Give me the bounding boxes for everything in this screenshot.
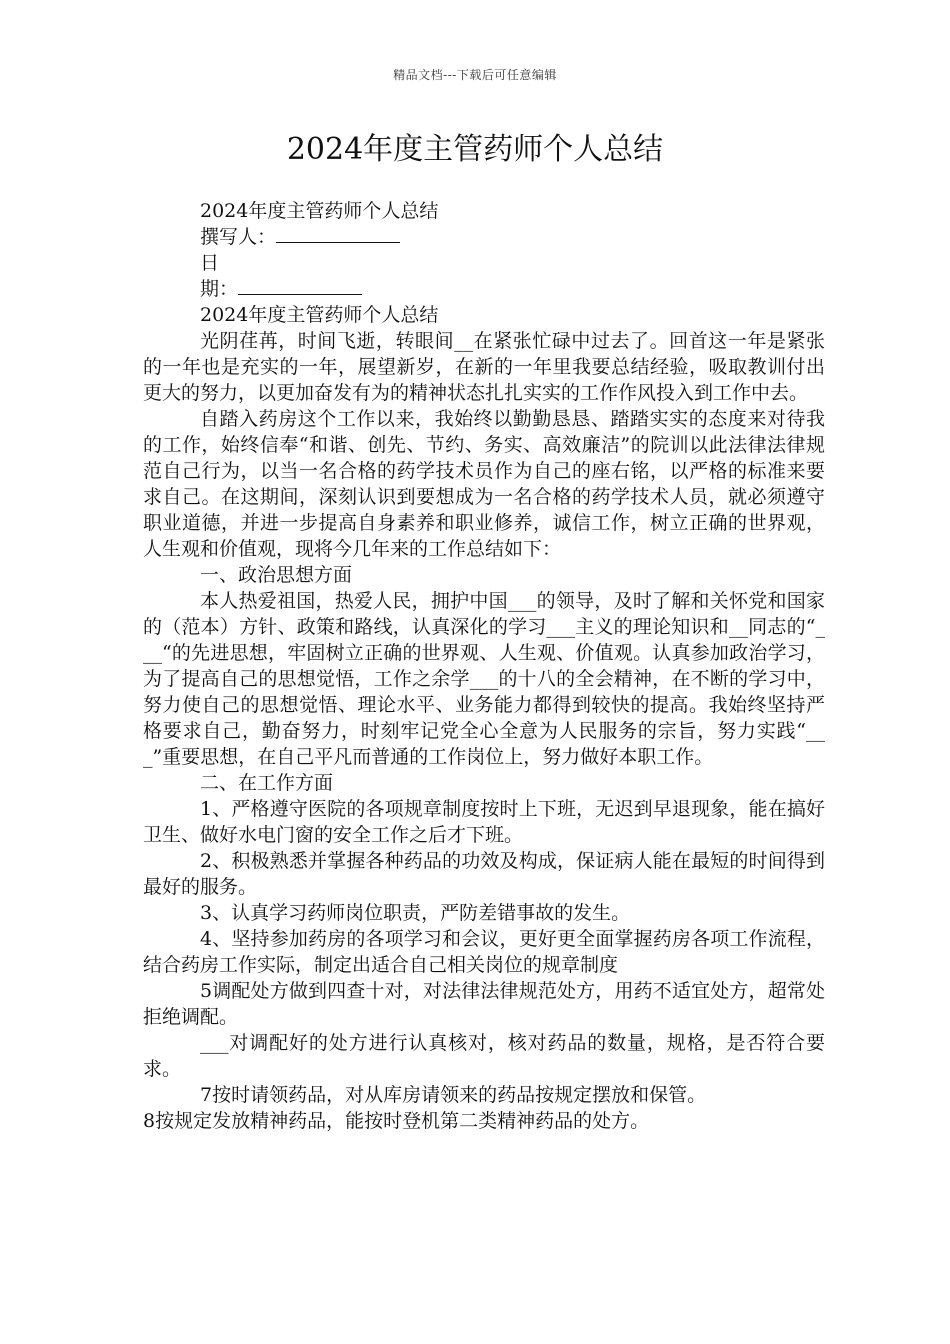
list-item-4: 4、坚持参加药房的各项学习和会议，更好更全面掌握药房各项工作流程，结合药房工作实际，制定出适合自己相关岗位的规章制度 [143,928,825,976]
date-label-line-1: 日 [200,252,220,274]
section-heading-politics: 一、政治思想方面 [200,564,353,586]
document-body [143,198,825,1134]
date-blank [238,276,362,295]
date-label: 期： [200,278,239,300]
paragraph-intro: 光阴荏苒，时间飞逝，转眼间__在紧张忙碌中过去了。回首这一年是紧张的一年也是充实的一年，展望新岁，在新的一年里我要总结经验，吸取教训付出更大的努力，以更加奋发有为的精神状态扎扎实实的工作作风投入到工作中去。 [143,330,825,404]
page-header-watermark: 精品文档---下载后可任意编辑 [393,68,557,82]
list-item-2: 2、积极熟悉并掌握各种药品的功效及构成，保证病人能在最短的时间得到最好的服务。 [143,850,825,898]
date-line [143,276,825,302]
list-item-7: 7按时请领药品，对从库房请领来的药品按规定摆放和保管。 [200,1084,707,1106]
author-label: 撰写人： [200,226,277,248]
document-subtitle: 2024年度主管药师个人总结 [200,200,439,222]
list-item-5: 5调配处方做到四查十对，对法律法律规范处方，用药不适宜处方，超常处拒绝调配。 [143,980,825,1028]
section-heading-work: 二、在工作方面 [200,772,334,794]
author-blank [276,224,400,243]
list-item-6: ___对调配好的处方进行认真核对，核对药品的数量，规格，是否符合要求。 [143,1032,825,1080]
list-item-1: 1、严格遵守医院的各项规章制度按时上下班，无迟到早退现象，能在搞好卫生、做好水电门窗的安全工作之后才下班。 [143,798,825,846]
repeat-title: 2024年度主管药师个人总结 [200,304,439,326]
paragraph-politics: 本人热爱祖国，热爱人民，拥护中国___的领导，及时了解和关怀党和国家的（范本）方针、政策和路线，认真深化的学习___主义的理论知识和__同志的“___“的先进思想，牢固树立正确的世界观、人生观、价值观。认真参加政治学习，为了提高自己的思想觉悟，工作之余学___的十八的全会精神，在不断的学习中，努力使自己的思想觉悟、理论水平、业务能力都得到较快的提高。我始终坚持严格要求自己，勤奋努力，时刻牢记党全心全意为人民服务的宗旨，努力实践“___”重要思想，在自己平凡而普通的工作岗位上，努力做好本职工作。 [143,590,825,768]
list-item-3: 3、认真学习药师岗位职责，严防差错事故的发生。 [200,902,631,924]
document-title: 2024年度主管药师个人总结 [286,132,664,167]
paragraph-overview: 自踏入药房这个工作以来，我始终以勤勤恳恳、踏踏实实的态度来对待我的工作，始终信奉“和谐、创先、节约、务实、高效廉洁”的院训以此法律法律规范自己行为，以当一名合格的药学技术员作为自己的座右铭，以严格的标准来要求自己。在这期间，深刻认识到要想成为一名合格的药学技术人员，就必须遵守职业道德，并进一步提高自身素养和职业修养，诚信工作，树立正确的世界观，人生观和价值观，现将今几年来的工作总结如下： [143,408,825,560]
list-item-8: 8按规定发放精神药品，能按时登机第二类精神药品的处方。 [143,1110,650,1132]
author-line [143,224,825,250]
